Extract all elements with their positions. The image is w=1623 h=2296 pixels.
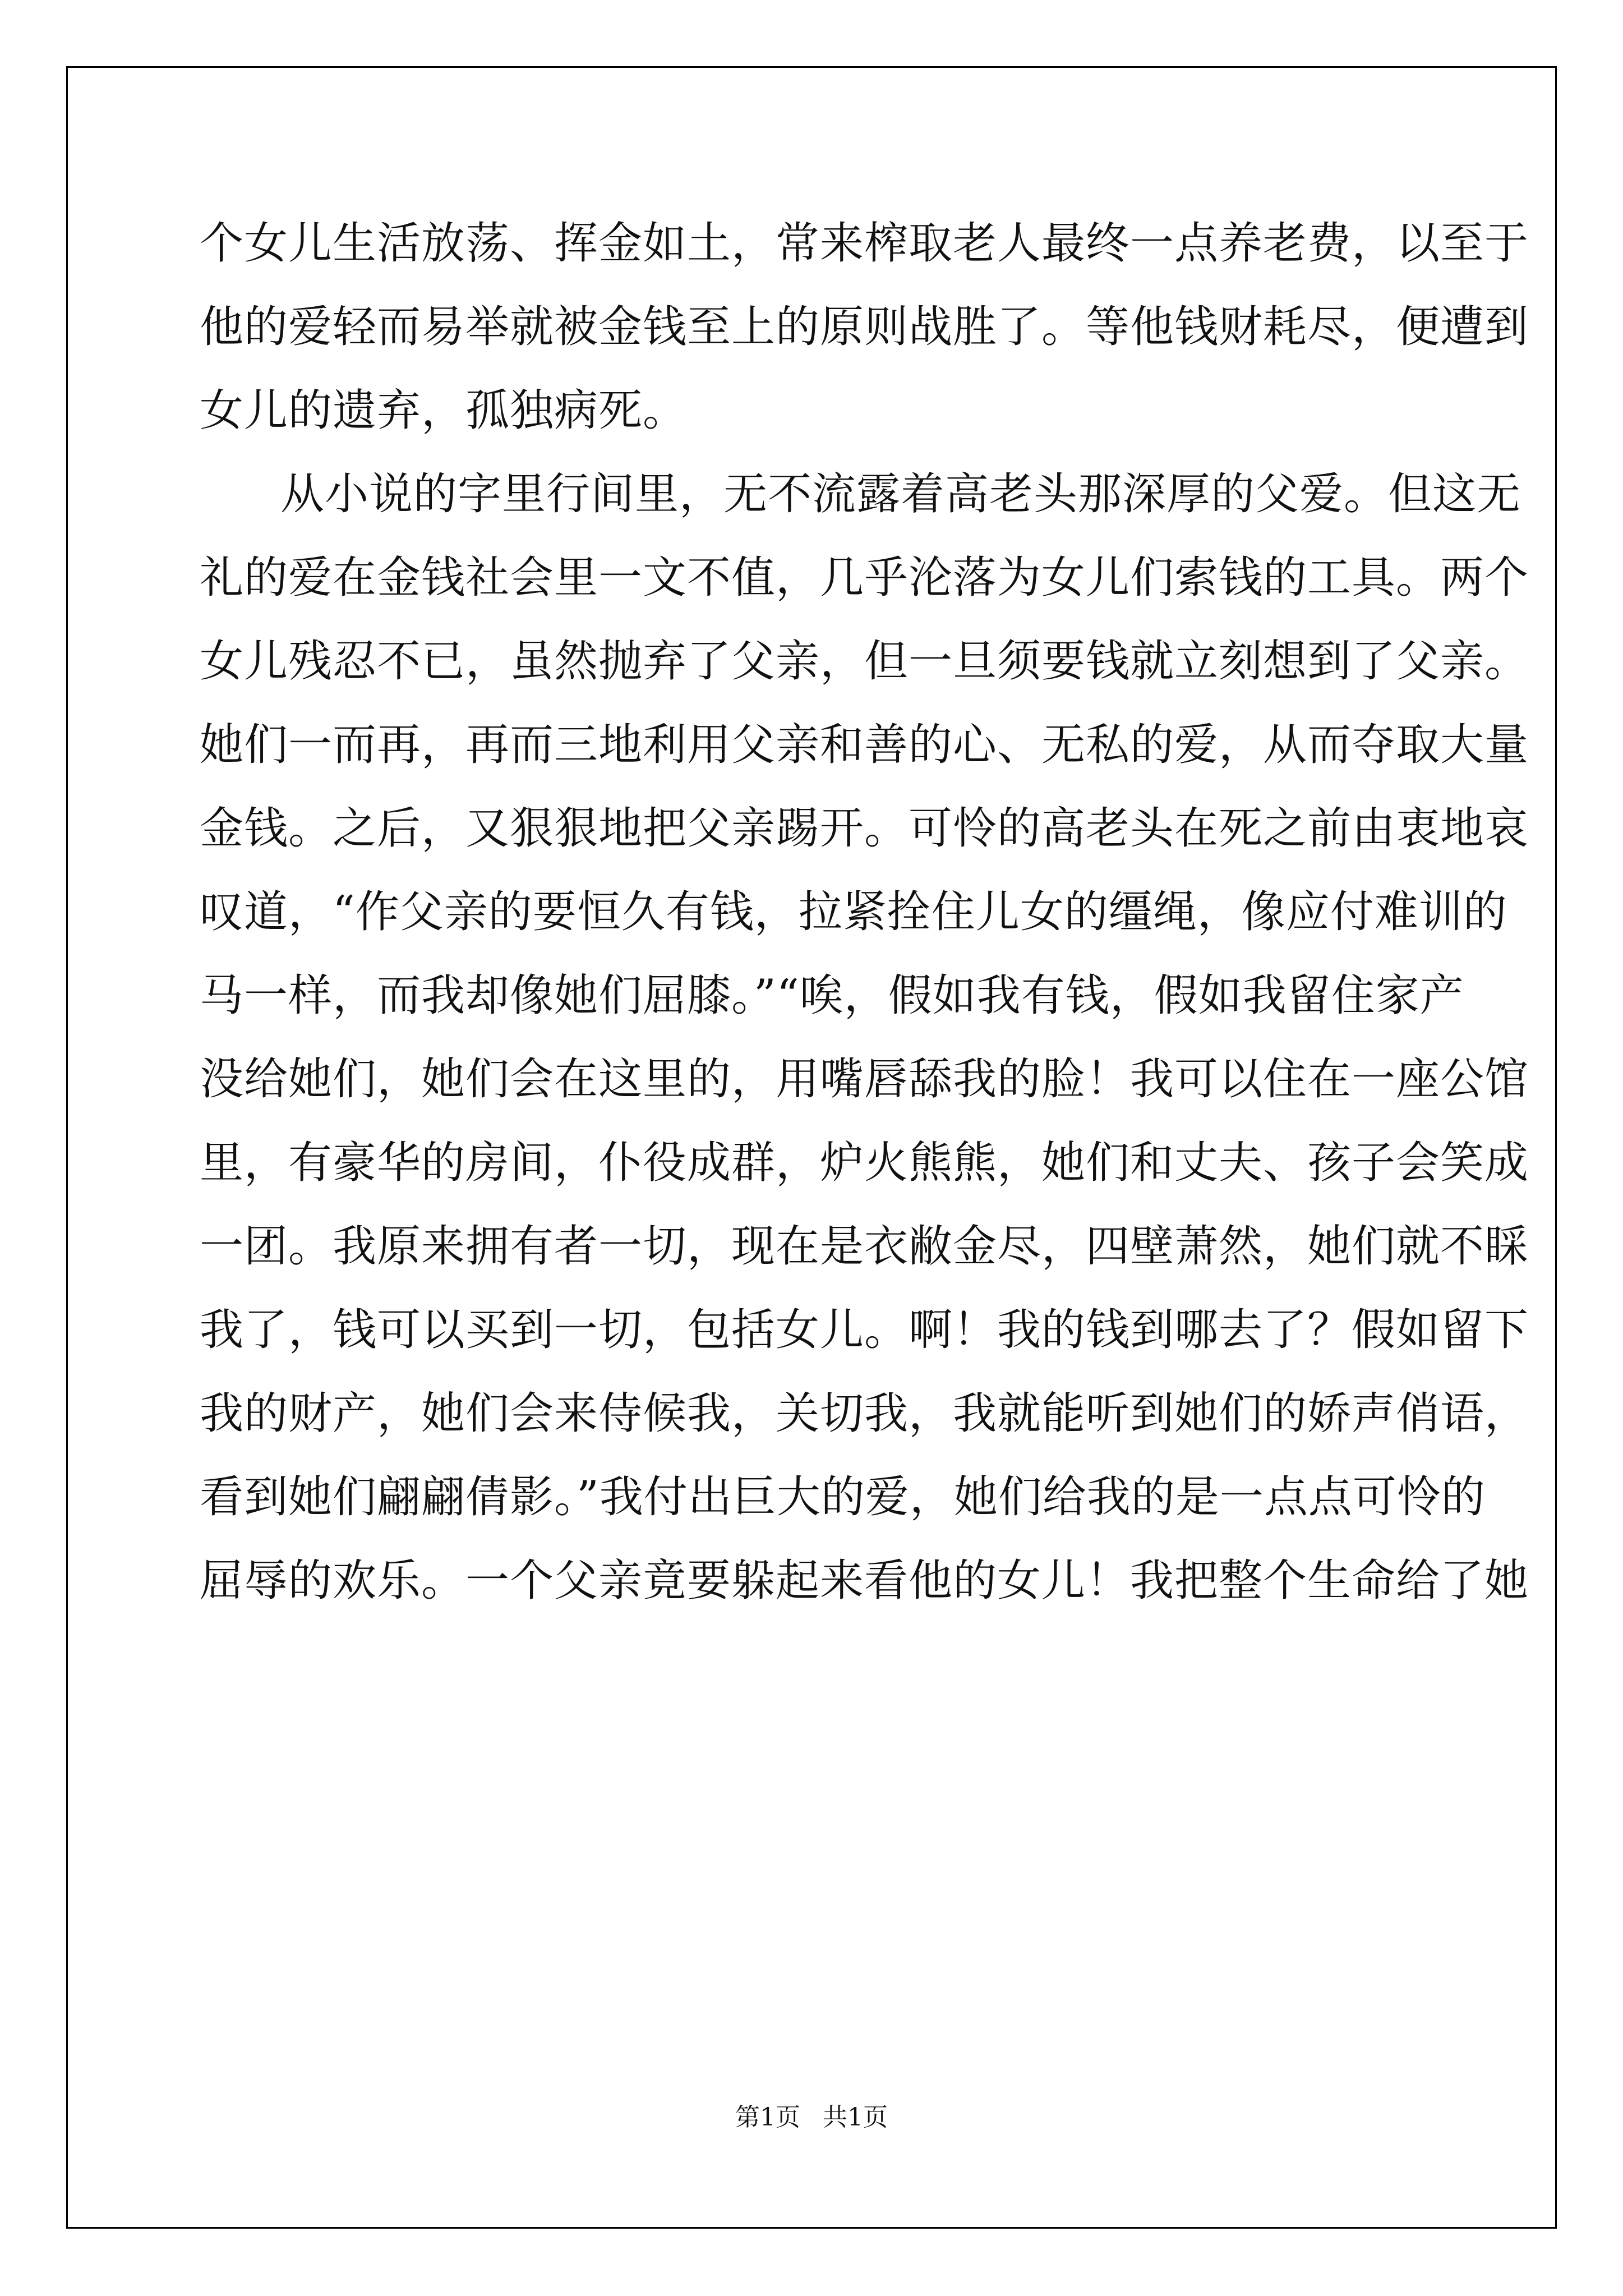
text-line: 屈辱的欢乐。一个父亲竟要躲起来看他的女儿！我把整个生命给了她 xyxy=(200,1556,1529,1606)
page-number: 第1页 xyxy=(735,2103,800,2132)
text-line: 一团。我原来拥有者一切，现在是衣敝金尽，四壁萧然，她们就不睬 xyxy=(200,1221,1529,1272)
text-line: 金钱。之后，又狠狠地把父亲踢开。可怜的高老头在死之前由衷地哀 xyxy=(200,803,1529,854)
text-line: 个女儿生活放荡、挥金如土，常来榨取老人最终一点养老费，以至于 xyxy=(200,218,1529,269)
text-line: 里，有豪华的房间，仆役成群，炉火熊熊，她们和丈夫、孩子会笑成 xyxy=(200,1138,1529,1188)
text-line: 礼的爱在金钱社会里一文不值，几乎沦落为女儿们索钱的工具。两个 xyxy=(200,553,1529,603)
paragraph-first-line: 从小说的字里行间里，无不流露着高老头那深厚的父爱。但这无 xyxy=(280,469,1521,519)
text-line: 叹道，“作父亲的要恒久有钱，拉紧拴住儿女的缰绳，像应付难训的 xyxy=(200,887,1507,937)
document-body xyxy=(200,202,1529,1623)
text-line: 女儿残忍不已，虽然抛弃了父亲，但一旦须要钱就立刻想到了父亲。 xyxy=(200,636,1529,687)
text-line: 他的爱轻而易举就被金钱至上的原则战胜了。等他钱财耗尽，便遭到 xyxy=(200,302,1529,352)
text-line: 我的财产，她们会来侍候我，关切我，我就能听到她们的娇声俏语， xyxy=(200,1388,1529,1439)
text-line: 她们一而再，再而三地利用父亲和善的心、无私的爱，从而夺取大量 xyxy=(200,720,1529,770)
page-total: 共1页 xyxy=(823,2103,888,2132)
page-footer xyxy=(0,2097,1623,2133)
text-line: 没给她们，她们会在这里的，用嘴唇舔我的脸！我可以住在一座公馆 xyxy=(200,1054,1529,1105)
text-line: 我了，钱可以买到一切，包括女儿。啊！我的钱到哪去了？假如留下 xyxy=(200,1305,1529,1355)
text-line: 女儿的遗弃，孤独病死。 xyxy=(200,385,688,436)
text-line: 看到她们翩翩倩影。”我付出巨大的爱，她们给我的是一点点可怜的 xyxy=(200,1472,1486,1522)
text-line: 马一样，而我却像她们屈膝。”“唉，假如我有钱，假如我留住家产 xyxy=(200,970,1464,1021)
